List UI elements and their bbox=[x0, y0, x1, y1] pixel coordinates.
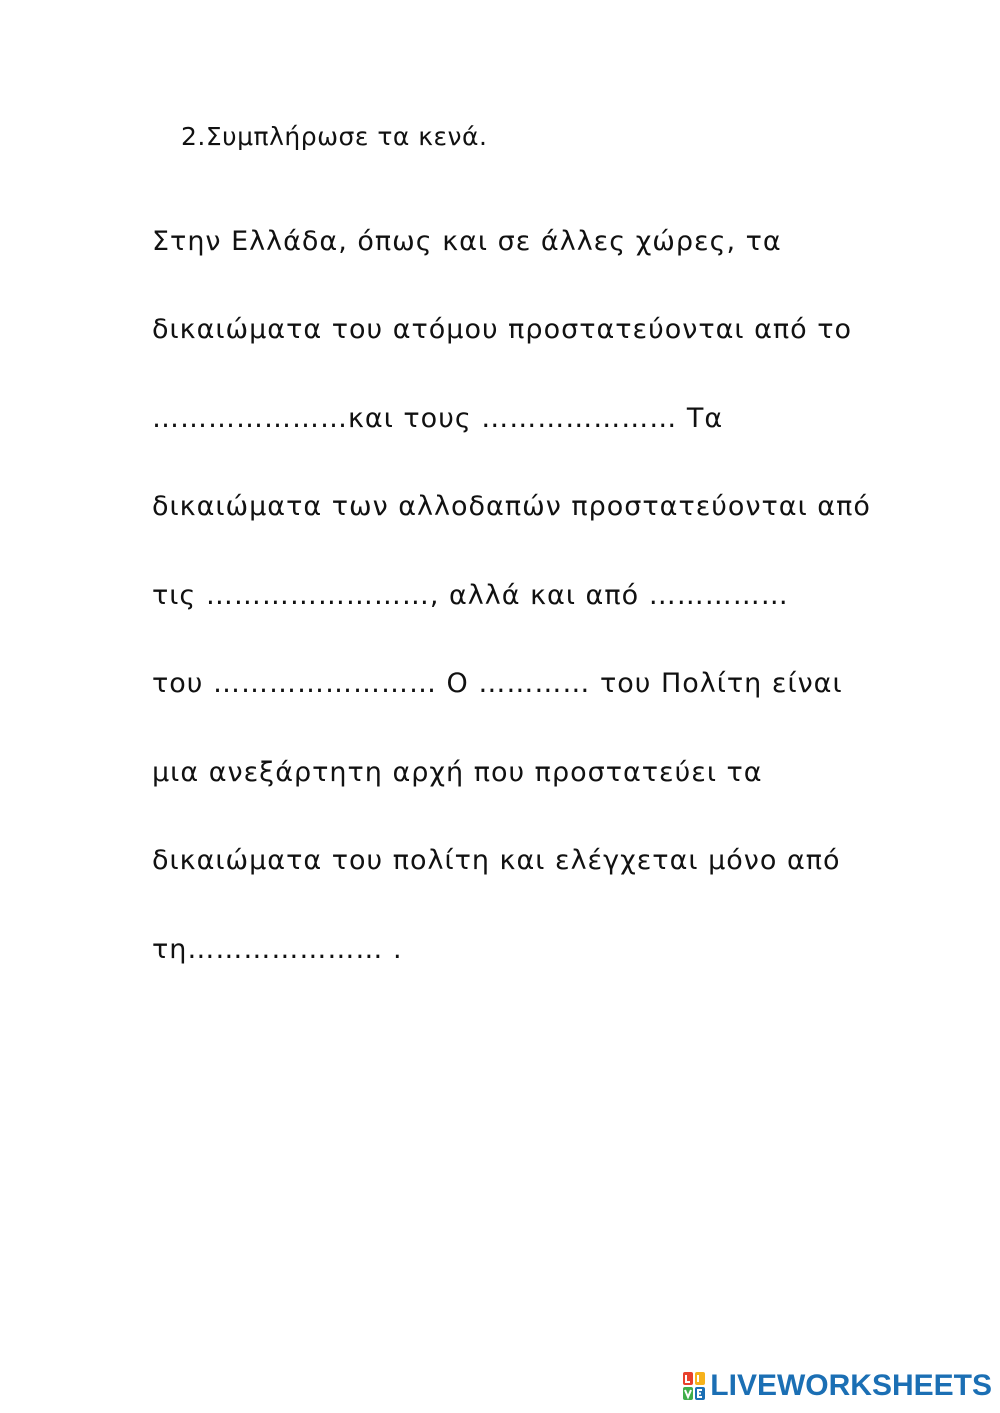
text-line: δικαιώματα του πολίτη και ελέγχεται μόνο από bbox=[152, 845, 841, 876]
brand-name: LIVEWORKSHEETS bbox=[710, 1369, 992, 1402]
text-line: Στην Ελλάδα, όπως και σε άλλες χώρες, τα bbox=[152, 226, 782, 257]
liveworksheets-branding bbox=[682, 1369, 992, 1403]
text-line-with-blanks: τη………………… . bbox=[152, 934, 403, 965]
text-line: δικαιώματα των αλλοδαπών προστατεύονται από bbox=[152, 491, 871, 522]
liveworksheets-logo-icon bbox=[682, 1371, 706, 1401]
exercise-heading: 2.Συμπλήρωσε τα κενά. bbox=[181, 122, 488, 151]
text-line-with-blanks: του …………………… Ο ………… του Πολίτη είναι bbox=[152, 668, 843, 699]
text-line-with-blanks: τις ……………………, αλλά και από …………… bbox=[152, 580, 789, 611]
text-line: δικαιώματα του ατόμου προστατεύονται από το bbox=[152, 314, 853, 345]
text-line: μια ανεξάρτητη αρχή που προστατεύει τα bbox=[152, 757, 763, 788]
text-line-with-blanks: …………………και τους ………………… Τα bbox=[152, 403, 724, 434]
